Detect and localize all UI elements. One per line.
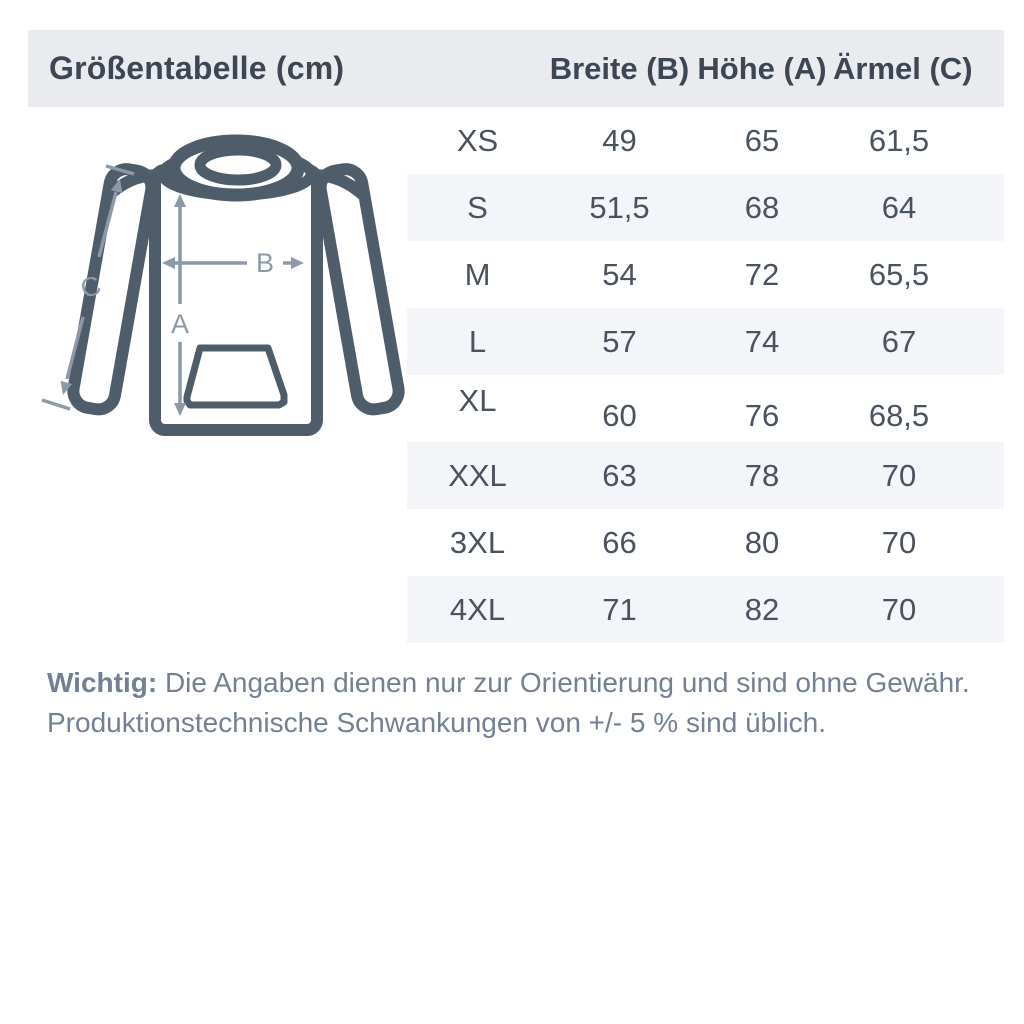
height-label: A xyxy=(170,309,190,339)
aermel-cell: 70 xyxy=(881,457,917,493)
size-cell: XS xyxy=(456,122,499,158)
disclaimer-line2: Produktionstechnische Schwankungen von +/- 5 % sind üblich. xyxy=(47,707,827,738)
hoehe-cell: 65 xyxy=(744,122,780,158)
breite-cell: 49 xyxy=(602,122,637,158)
hoodie-diagram xyxy=(40,118,425,453)
sleeve-label: C xyxy=(76,269,105,305)
breite-cell: 51,5 xyxy=(589,189,650,225)
aermel-cell: 68,5 xyxy=(868,397,930,433)
hoehe-cell: 72 xyxy=(744,256,780,292)
aermel-cell: 65,5 xyxy=(868,256,930,292)
size-cell: M xyxy=(464,256,491,292)
size-cell: S xyxy=(467,189,488,225)
hoodie-right-sleeve xyxy=(318,166,401,412)
table-row xyxy=(407,576,1004,643)
disclaimer-lead: Wichtig: xyxy=(47,667,158,698)
aermel-cell: 70 xyxy=(881,591,917,627)
table-row xyxy=(407,107,1004,174)
size-cell: L xyxy=(468,323,487,359)
hoehe-cell: 68 xyxy=(744,189,780,225)
column-header-breite: Breite (B) xyxy=(549,50,690,86)
width-label: B xyxy=(255,248,275,278)
table-row xyxy=(407,241,1004,308)
table-row xyxy=(407,442,1004,509)
aermel-cell: 61,5 xyxy=(868,122,930,158)
table-row xyxy=(407,509,1004,576)
table-row xyxy=(407,375,1004,442)
hoehe-cell: 76 xyxy=(744,397,780,433)
breite-cell: 71 xyxy=(602,591,637,627)
table-row xyxy=(407,308,1004,375)
size-cell: XL xyxy=(458,382,497,418)
breite-cell: 60 xyxy=(602,397,637,433)
breite-cell: 57 xyxy=(602,323,637,359)
table-header-bar xyxy=(28,30,1004,107)
hoehe-cell: 82 xyxy=(744,591,780,627)
page-title: Größentabelle (cm) xyxy=(49,50,345,86)
breite-cell: 54 xyxy=(602,256,637,292)
aermel-cell: 70 xyxy=(881,524,917,560)
aermel-cell: 64 xyxy=(881,189,917,225)
aermel-cell: 67 xyxy=(881,323,917,359)
hoehe-cell: 80 xyxy=(744,524,780,560)
hoodie-hood xyxy=(163,141,311,195)
column-header-hoehe: Höhe (A) xyxy=(697,50,827,86)
hoehe-cell: 74 xyxy=(744,323,780,359)
breite-cell: 66 xyxy=(602,524,637,560)
size-cell: XXL xyxy=(448,457,507,493)
disclaimer-line1: Die Angaben dienen nur zur Orientierung und sind ohne Gewähr. xyxy=(164,667,970,698)
table-row xyxy=(407,174,1004,241)
hoodie-pocket xyxy=(187,348,284,405)
size-cell: 4XL xyxy=(449,591,506,627)
size-table xyxy=(407,107,1004,643)
size-cell: 3XL xyxy=(449,524,506,560)
breite-cell: 63 xyxy=(602,457,637,493)
disclaimer-note xyxy=(47,663,977,743)
column-headers xyxy=(407,30,1004,107)
hoehe-cell: 78 xyxy=(744,457,780,493)
column-header-aermel: Ärmel (C) xyxy=(833,50,973,86)
